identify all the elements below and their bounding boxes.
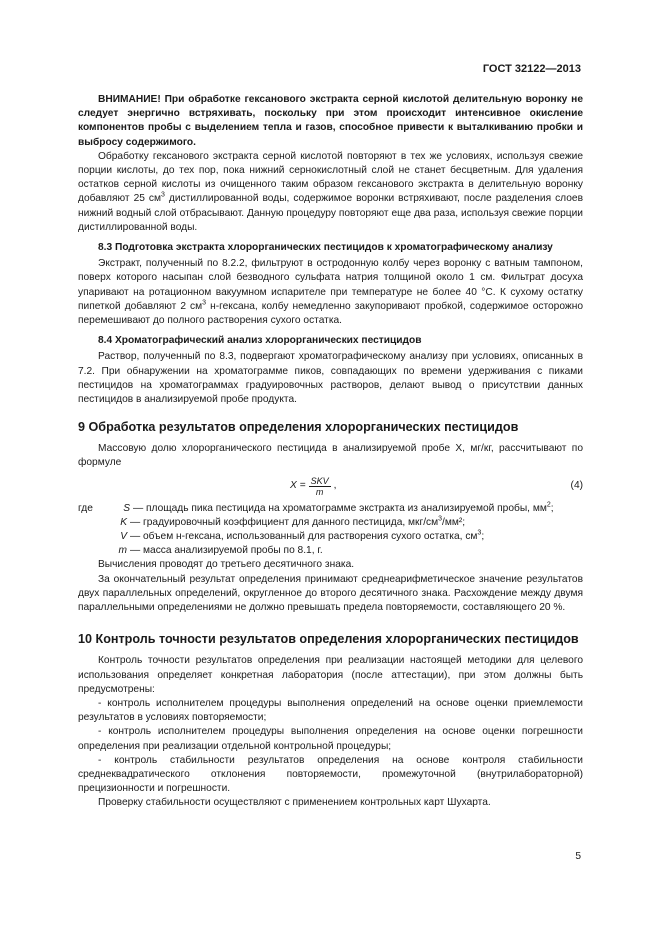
definition-row: V — объем н-гексана, использованный для растворения сухого остатка, $см^3$; — [120, 529, 485, 543]
section-9-intro: Массовую долю хлорорганического пестицида в анализируемой пробе X, мг/кг, рассчитывают по формуле — [78, 443, 583, 469]
formula-4 — [78, 474, 583, 500]
section-8-3-text: Экстракт, полученный по 8.2.2, фильтруют в остродонную колбу через воронку с ватным тампоном, поверх которого насыпан слой безводного сульфата натрия толщиной около 1 см. Фильтрат досуха упаривают на ротационном вакуумном испарителе при температуре не более 40 °С. К сухому остатку пипеткой добавляют 2 $см^3$ н-гексана, колбу немедленно закупоривают пробкой, содержимое осторожно перемешивают до полного растворения сухого остатка. — [78, 258, 583, 327]
section-10-intro: Контроль точности результатов определения при реализации настоящей методики для целевого использования определяет конкретная лаборатория (после аттестации), при этом должны быть предусмотрены: — [78, 655, 583, 695]
warning-paragraph: ВНИМАНИЕ! При обработке гексанового экстракта серной кислотой делительную воронку не следует энергично встряхивать, поскольку при этом происходит интенсивное окисление компонентов пробы с выделением тепла и газов, способное привести к выталкиванию пробки и выбросу содержимого. — [78, 94, 583, 148]
formula-expression: X = $\frac{\text{SKV}}{m}$ , — [290, 475, 337, 497]
final-result-paragraph: За окончательный результат определения принимают среднеарифметическое значение результатов двух параллельных определений, округленное до второго десятичного знака. Расхождение между двумя параллельными определениями не должно превышать предела повторяемости, составляющего 20 %. — [78, 573, 583, 614]
equation-number: (4) — [570, 479, 583, 491]
section-8-4-text: Раствор, полученный по 8.3, подвергают хроматографическому анализу при условиях, описанных в 7.2. При обнаружении на хроматограмме пиков, совпадающих по времени удерживания с пиками пестицидов на хроматограммах градуировочных растворов, делают вывод о присутствии данных пестицидов в анализируемой пробе продукта. — [78, 351, 583, 406]
definition-row: где S — площадь пика пестицида на хроматограмме экстракта из анализируемой пробы, $мм^2$; — [78, 501, 554, 514]
section-10-title: 10 Контроль точности результатов определения хлорорганических пестицидов — [78, 632, 579, 647]
shewhart-paragraph: Проверку стабильности осуществляют с применением контрольных карт Шухарта. — [98, 797, 491, 809]
definition-row: m — масса анализируемой пробы по 8.1, г. — [118, 545, 323, 557]
section-9-title: 9 Обработка результатов определения хлорорганических пестицидов — [78, 420, 519, 435]
variable-definitions — [78, 502, 583, 559]
calculation-precision: Вычисления проводят до третьего десятичного знака. — [98, 559, 355, 571]
page-number: 5 — [575, 851, 581, 862]
acid-treatment-paragraph: Обработку гексанового экстракта серной кислотой повторяют в тех же условиях, используя свежие порции кислоты, до тех пор, пока нижний сернокислотный слой не станет бесцветным. Для удаления остатков серной кислоты из очищенного таким образом гексанового экстракта в делительную воронку добавляют 25 $см^3$ дистиллированной воды, содержимое воронки встряхивают, после разделения слоев нижний водный слой отбрасывают. Данную процедуру повторяют еще два раза, используя свежие порции дистиллированной воды. — [78, 150, 583, 233]
list-item: - контроль исполнителем процедуры выполнения определения на основе оценки погрешности определения при реализации отдельной контрольной процедуры; — [78, 726, 583, 752]
page-content — [78, 93, 583, 811]
section-8-3-title: 8.3 Подготовка экстракта хлорорганических пестицидов к хроматографическому анализу — [98, 242, 553, 254]
list-item: - контроль стабильности результатов определения на основе контроля стабильности среднеквадратического отклонения повторяемости, промежуточной (внутрилабораторной) прецизионности и погрешности. — [78, 754, 583, 795]
list-item: - контроль исполнителем процедуры выполнения определений на основе оценки приемлемости результатов в условиях повторяемости; — [78, 697, 583, 724]
document-id: ГОСТ 32122—2013 — [482, 63, 581, 75]
section-8-4-title: 8.4 Хроматографический анализ хлорорганических пестицидов — [98, 335, 422, 347]
definition-row: K — градуировочный коэффициент для данного пестицида, мкг/$см^3$/мм²; — [120, 515, 466, 528]
formula-fraction: $\frac{\text{SKV}}{m}$ — [310, 475, 329, 497]
